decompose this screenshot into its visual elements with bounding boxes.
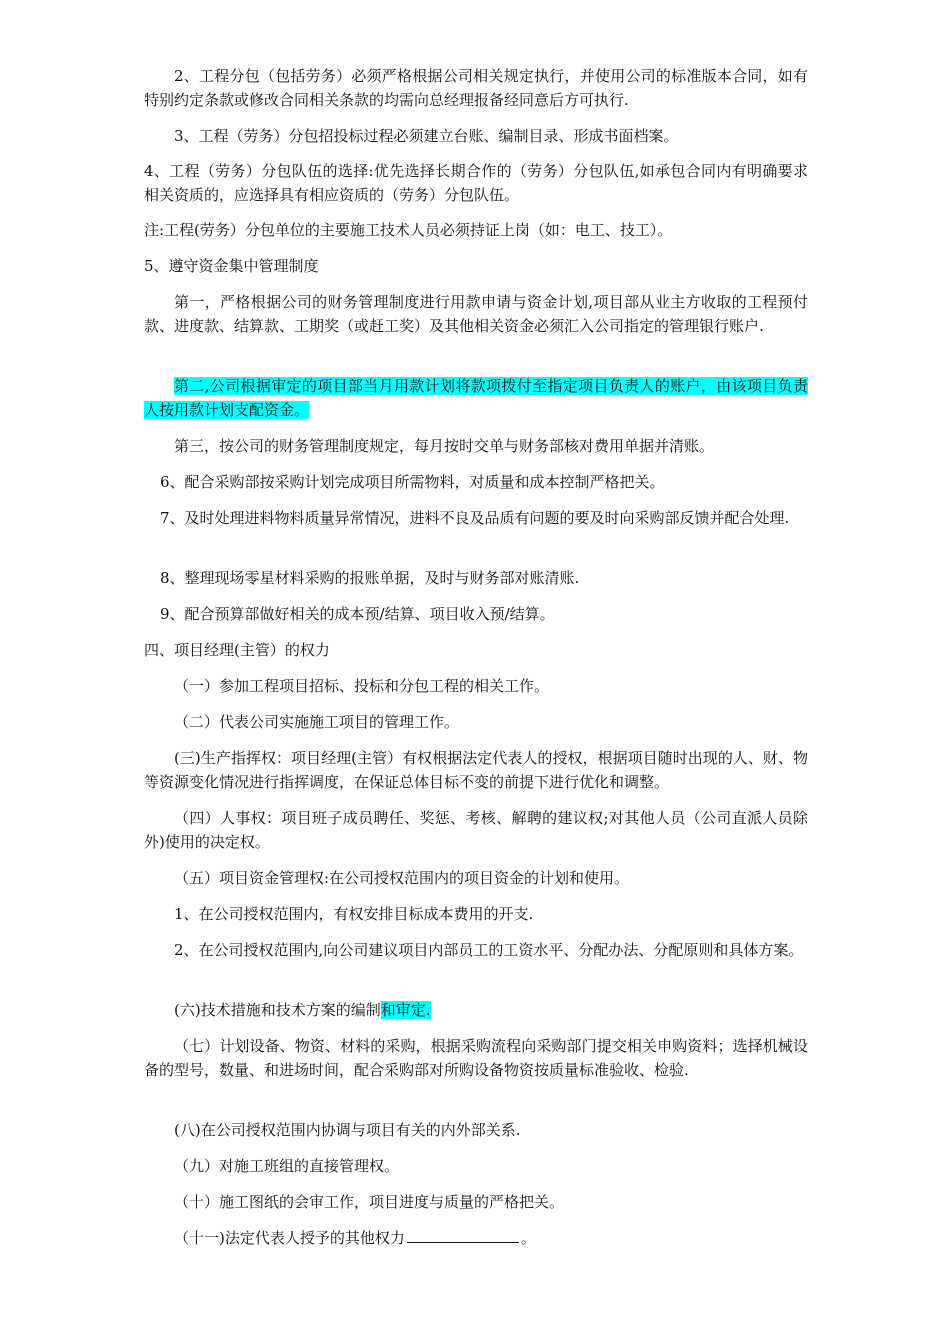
paragraph-item-8: 8、整理现场零星材料采购的报账单据，及时与财务部对账清账. [160,569,580,587]
paragraph-third: 第三，按公司的财务管理制度规定，每月按时交单与财务部核对费用单据并清账。 [174,437,715,455]
paragraph-fund-2: 2、在公司授权范围内,向公司建议项目内部员工的工资水平、分配办法、分配原则和具体方案。 [174,941,804,959]
paragraph-end-mark: 。 [520,1229,536,1247]
paragraph-authority-11 [144,1226,808,1250]
paragraph-second [144,374,808,422]
paragraph-item-9: 9、配合预算部做好相关的成本预/结算、项目收入预/结算。 [160,605,555,623]
paragraph-fund-management-heading: 5、遵守资金集中管理制度 [144,257,319,275]
paragraph-authority-5: （五）项目资金管理权:在公司授权范围内的项目资金的计划和使用。 [174,869,630,887]
paragraph-authority-1: （一）参加工程项目招标、投标和分包工程的相关工作。 [174,677,550,695]
section-heading-authority: 四、项目经理(主管）的权力 [144,641,330,659]
fill-in-blank-line [407,1227,519,1243]
paragraph-first: 第一，严格根据公司的财务管理制度进行用款申请与资金计划,项目部从业主方收取的工程预付款、进度款、结算款、工期奖（或赶工奖）及其他相关资金必须汇入公司指定的管理银行账户. [144,293,808,335]
paragraph-authority-11-text: （十一)法定代表人授予的其他权力 [174,1229,405,1247]
paragraph-subcontract-rules: 2、工程分包（包括劳务）必须严格根据公司相关规定执行，并使用公司的标准版本合同，如有特别约定条款或修改合同相关条款的均需向总经理报备经同意后方可执行. [144,67,808,109]
highlighted-text: 第二,公司根据审定的项目部当月用款计划将款项拨付至指定项目负责人的账户，由该项目负责人按用款计划支配资金。 [144,377,808,419]
paragraph-note-certification: 注:工程(劳务）分包单位的主要施工技术人员必须持证上岗（如：电工、技工）。 [144,221,673,239]
paragraph-authority-6 [144,998,808,1022]
paragraph-authority-6-text: (六)技术措施和技术方案的编制 [174,1001,381,1019]
paragraph-authority-7: （七）计划设备、物资、材料的采购，根据采购流程向采购部门提交相关申购资料；选择机械设备的型号，数量、和进场时间，配合采购部对所购设备物资按质量标准验收、检验. [144,1037,808,1079]
paragraph-authority-9: （九）对施工班组的直接管理权。 [174,1157,400,1175]
paragraph-authority-2: （二）代表公司实施施工项目的管理工作。 [174,713,460,731]
paragraph-authority-10: （十）施工图纸的会审工作，项目进度与质量的严格把关。 [174,1193,565,1211]
paragraph-authority-8: (八)在公司授权范围内协调与项目有关的内外部关系. [174,1121,521,1139]
paragraph-bidding-records: 3、工程（劳务）分包招投标过程必须建立台账、编制目录、形成书面档案。 [174,127,679,145]
paragraph-item-6: 6、配合采购部按采购计划完成项目所需物料，对质量和成本控制严格把关。 [160,473,665,491]
paragraph-item-7: 7、及时处理进料物料质量异常情况，进料不良及品质有问题的要及时向采购部反馈并配合处理. [160,509,790,527]
paragraph-authority-3: (三)生产指挥权：项目经理(主管）有权根据法定代表人的授权，根据项目随时出现的人、财、物等资源变化情况进行指挥调度，在保证总体目标不变的前提下进行优化和调整。 [144,749,808,791]
paragraph-team-selection: 4、工程（劳务）分包队伍的选择:优先选择长期合作的（劳务）分包队伍,如承包合同内有明确要求相关资质的，应选择具有相应资质的（劳务）分包队伍。 [144,162,808,204]
highlighted-text: 和审定. [380,1001,431,1019]
paragraph-fund-1: 1、在公司授权范围内，有权安排目标成本费用的开支. [174,905,534,923]
paragraph-authority-4: （四）人事权：项目班子成员聘任、奖惩、考核、解聘的建议权;对其他人员（公司直派人员除外)使用的决定权。 [144,809,808,851]
